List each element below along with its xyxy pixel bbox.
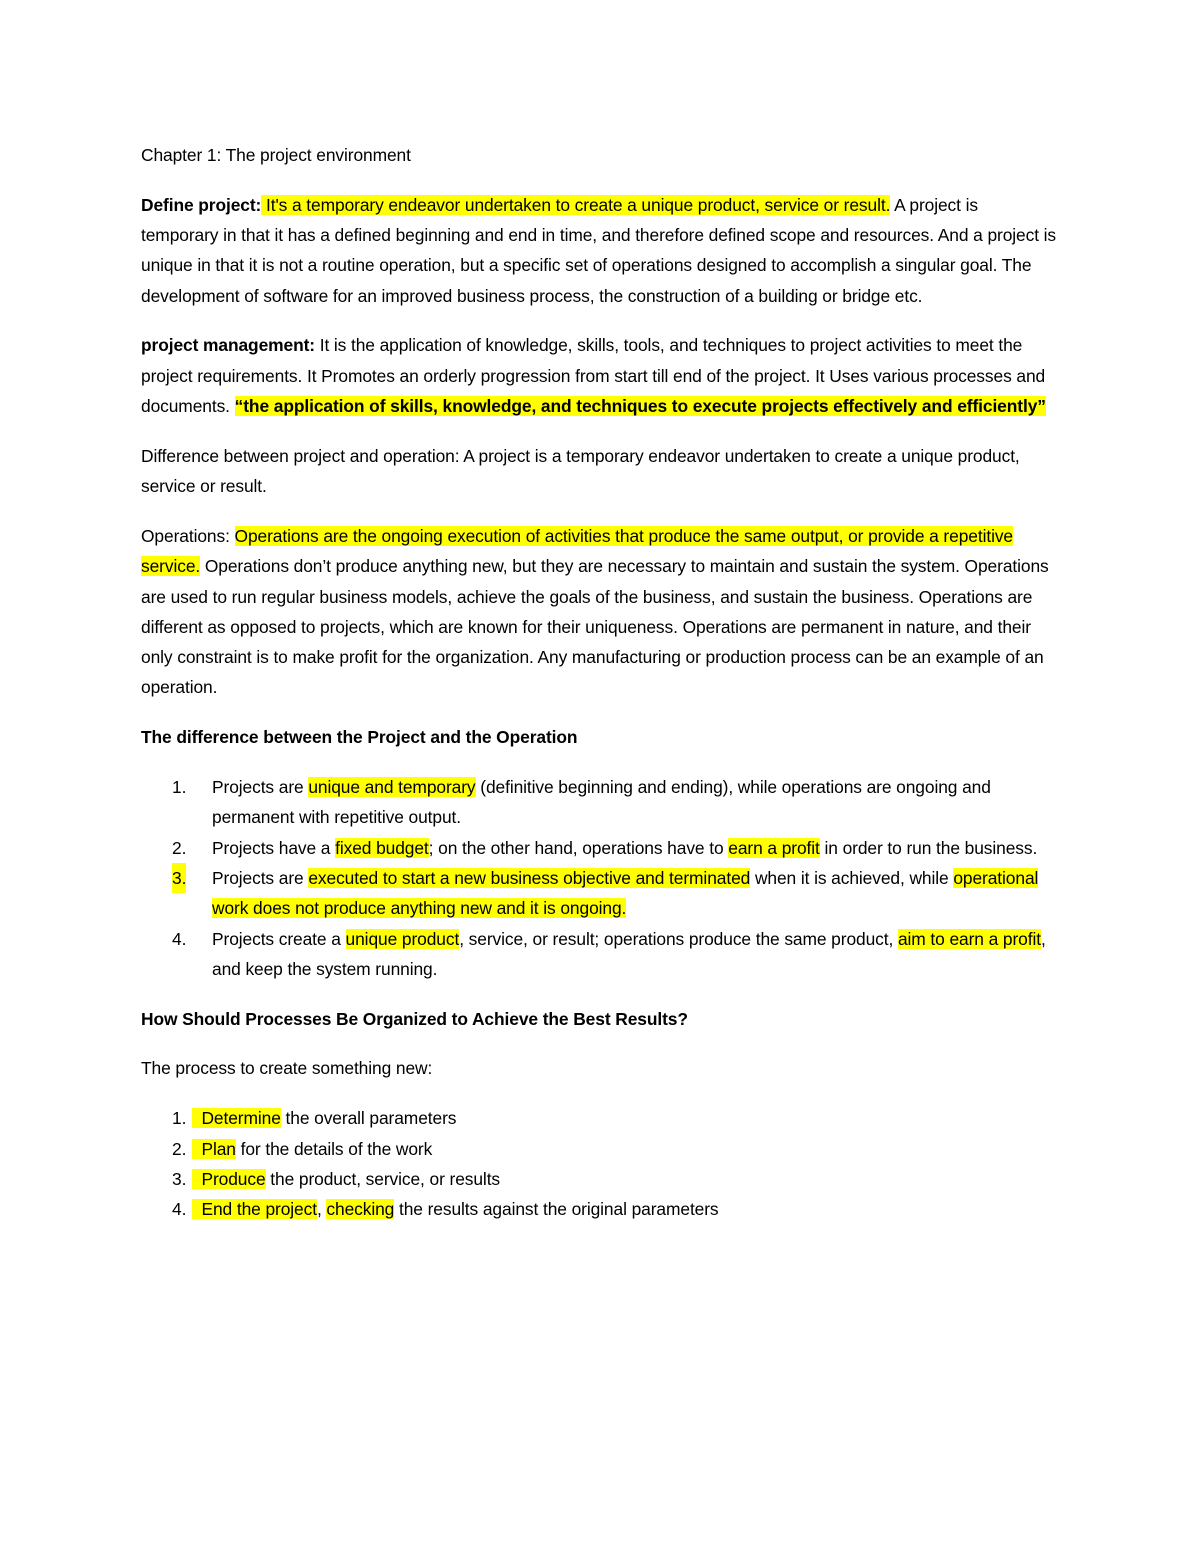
list-text: Projects have a <box>212 837 336 858</box>
chapter-title: Chapter 1: The project environment <box>141 145 411 165</box>
step-text: the overall parameters <box>280 1108 457 1129</box>
list-text: Projects are <box>212 777 309 798</box>
document-body <box>141 140 1059 1244</box>
list-text: when it is achieved, while <box>750 867 954 888</box>
difference-heading-text: The difference between the Project and the Operation <box>141 727 578 748</box>
operations-highlight: Operations are the ongoing execution of activities that produce the same output, or provide a repetitive service. <box>141 525 1014 577</box>
list-number: 2. <box>172 1138 187 1159</box>
list-highlight: unique product <box>345 928 460 949</box>
list-item <box>141 1194 1059 1224</box>
step-text: the results against the original parameters <box>394 1199 719 1220</box>
step-highlight <box>192 1199 317 1219</box>
step-highlight-text: End the project <box>201 1199 317 1220</box>
operations-paragraph <box>141 521 1059 703</box>
difference-paragraph: Difference between project and operation: A project is a temporary endeavor undertaken to create a unique product, service or result. <box>141 445 1020 497</box>
step-highlight <box>192 1139 236 1159</box>
list-text: , and keep the system running. <box>212 928 1046 979</box>
step-text: the product, service, or results <box>265 1168 501 1189</box>
process-heading <box>141 1004 1059 1034</box>
step-highlight <box>192 1169 266 1189</box>
define-project-paragraph <box>141 190 1059 311</box>
list-item <box>141 1103 1059 1133</box>
list-number: 4. <box>172 928 187 949</box>
list-highlight: fixed budget <box>335 837 429 858</box>
list-highlight: earn a profit <box>728 837 820 858</box>
differences-list <box>141 772 1059 984</box>
define-project-text: A project is temporary in that it has a defined beginning and end in time, and therefore defined scope and resources. And a project is unique in that it is not a routine operation, but a specific set of operations designed to accomplish a singular goal. The development of software for an improved business process, the construction of a building or bridge etc. <box>141 194 1057 306</box>
list-number: 4. <box>172 1199 187 1220</box>
list-text: ; on the other hand, operations have to <box>428 837 729 858</box>
list-item <box>141 833 1059 863</box>
list-highlight: aim to earn a profit <box>897 928 1041 949</box>
list-highlight: operational work does not produce anything new and it is ongoing. <box>212 867 1039 919</box>
list-number: 1. <box>172 1108 187 1129</box>
operations-text: Operations don’t produce anything new, but they are necessary to maintain and sustain the system. Operations are used to run regular business models, achieve the goals of the business, and sustain the business. Operations are different as opposed to projects, which are known for their uniqueness. Operations are permanent in nature, and their only constraint is to make profit for the organization. Any manufacturing or production process can be an example of an operation. <box>141 556 1049 698</box>
list-highlight: unique and temporary <box>308 777 476 798</box>
list-number: 2. <box>172 837 187 858</box>
step-highlight: checking <box>326 1199 395 1220</box>
define-project-label: Define project: <box>141 194 262 215</box>
list-item <box>141 772 1059 833</box>
project-management-text: It is the application of knowledge, skills, tools, and techniques to project activities to meet the project requirements. It Promotes an orderly progression from start till end of the project. It Uses various processes and documents. <box>141 335 1046 417</box>
step-highlight <box>192 1108 281 1128</box>
operations-label: Operations: <box>141 525 235 546</box>
list-text: (definitive beginning and ending), while operations are ongoing and permanent with repetitive output. <box>212 777 991 828</box>
list-number: 1. <box>172 777 187 798</box>
list-text: in order to run the business. <box>819 837 1038 858</box>
step-text: , <box>316 1199 327 1220</box>
list-number: 3. <box>172 863 186 893</box>
list-item <box>141 924 1059 985</box>
project-management-paragraph <box>141 330 1059 421</box>
project-management-label: project management: <box>141 335 315 356</box>
list-item <box>141 863 1059 924</box>
list-item <box>141 1134 1059 1164</box>
difference-heading <box>141 722 1059 752</box>
list-highlight: executed to start a new business objective and terminated <box>308 867 751 888</box>
list-item <box>141 1164 1059 1194</box>
list-text: Projects create a <box>212 928 346 949</box>
step-highlight-text: Plan <box>201 1138 236 1159</box>
project-management-quote: “the application of skills, knowledge, and techniques to execute projects effectively and efficiently” <box>234 396 1046 417</box>
process-intro: The process to create something new: <box>141 1058 433 1079</box>
list-text: , service, or result; operations produce the same product, <box>459 928 898 949</box>
steps-list <box>141 1103 1059 1224</box>
list-text: Projects are <box>212 867 309 888</box>
step-highlight-text: Determine <box>201 1108 281 1129</box>
step-text: for the details of the work <box>235 1138 433 1159</box>
define-project-highlight: It's a temporary endeavor undertaken to create a unique product, service or result. <box>261 194 891 215</box>
process-heading-text: How Should Processes Be Organized to Achieve the Best Results? <box>141 1008 688 1029</box>
step-highlight-text: Produce <box>201 1168 266 1189</box>
list-number: 3. <box>172 1168 187 1189</box>
